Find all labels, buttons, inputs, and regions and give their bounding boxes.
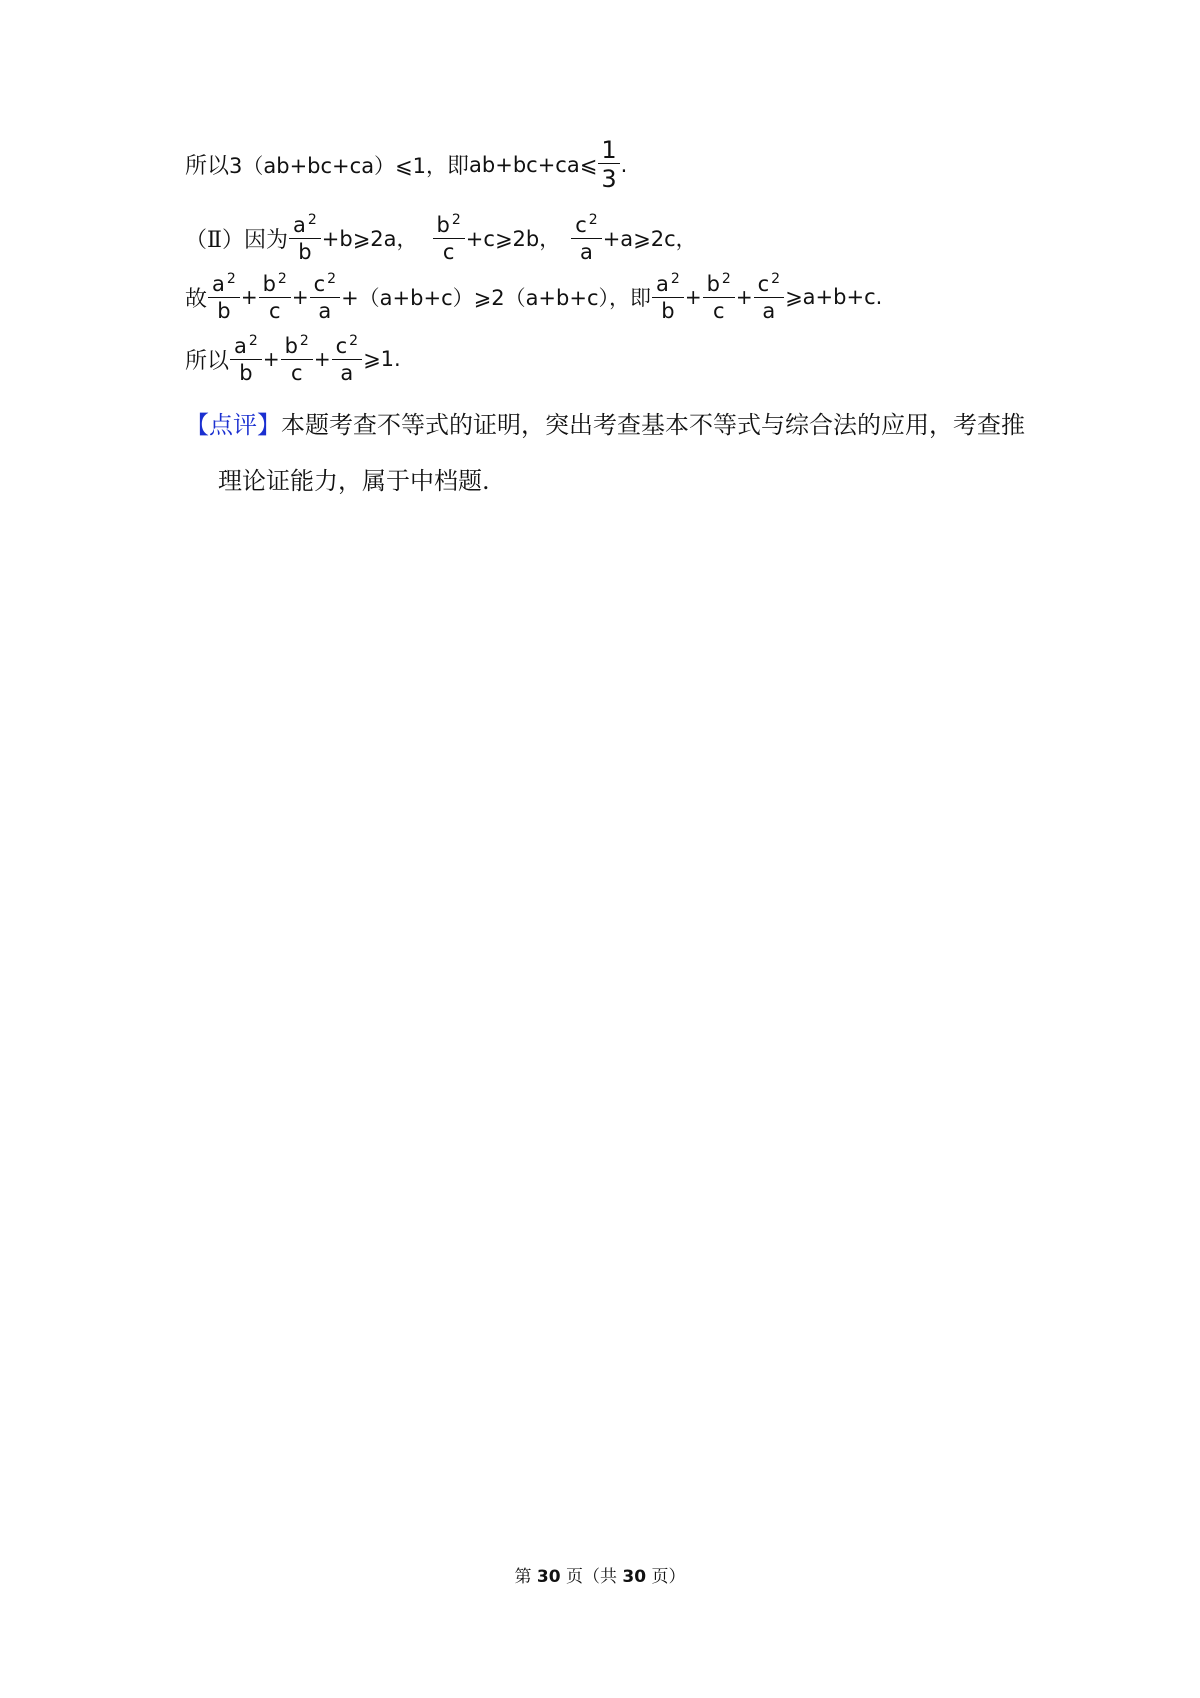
line2-term-3: +a⩾2c， (602, 227, 697, 251)
numerator: c (313, 272, 326, 296)
line4-end: ⩾1. (363, 347, 401, 371)
fraction-a2-over-b (652, 272, 684, 322)
footer-post: 页） (646, 1567, 686, 1587)
comment-label: 【点评】 (185, 411, 281, 439)
exponent: 2 (226, 271, 236, 287)
denominator: a (580, 240, 593, 264)
solution-line-3 (185, 272, 882, 322)
comment-continuation (218, 461, 490, 496)
line2-term-2: +c⩾2b， (465, 227, 561, 251)
denominator: b (661, 299, 675, 323)
exponent: 2 (349, 333, 359, 349)
page-number: 30 (536, 1567, 561, 1587)
fraction-a2-over-b (230, 334, 262, 384)
footer-pre: 第 (514, 1567, 537, 1587)
denominator: c (712, 299, 725, 323)
exponent: 2 (771, 271, 781, 287)
denominator: b (239, 361, 253, 385)
denominator: a (762, 299, 776, 323)
numerator: a (234, 334, 247, 358)
numerator: a (212, 272, 225, 296)
plus-sign: + (684, 285, 702, 309)
numerator: a (656, 272, 669, 296)
exponent: 2 (670, 271, 680, 287)
denominator: c (268, 299, 281, 323)
line1-end: . (620, 152, 628, 177)
comment-text-line-2: 理论证能力，属于中档题. (218, 467, 490, 495)
fraction-denominator: 3 (601, 165, 617, 193)
plus-sign: + (313, 347, 331, 371)
comment-text-line-1: 本题考查不等式的证明，突出考查基本不等式与综合法的应用，考查推 (281, 411, 1025, 439)
numerator: a (292, 213, 306, 237)
fraction-a2-over-b (208, 272, 240, 322)
fraction-numerator: 1 (598, 138, 619, 164)
fraction-c2-over-a (310, 272, 340, 322)
plus-sign: + (291, 285, 309, 309)
denominator: c (442, 240, 455, 264)
denominator: a (340, 361, 354, 385)
fraction-a2-over-b (289, 213, 321, 263)
line2-term-1: +b⩾2a， (321, 227, 418, 251)
numerator: b (706, 272, 720, 296)
fraction-c2-over-a (332, 334, 362, 384)
solution-line-2 (185, 213, 697, 263)
denominator: b (298, 240, 312, 264)
line4-prefix: 所以 (185, 348, 230, 374)
numerator: b (436, 213, 450, 237)
page-footer (0, 1562, 1200, 1587)
denominator: c (290, 361, 303, 385)
fraction-b2-over-c (433, 213, 465, 263)
line3-mid: +（a+b+c）⩾2（a+b+c），即 (341, 286, 652, 310)
line1-prefix: 所以 (185, 154, 230, 179)
exponent: 2 (277, 271, 287, 287)
solution-line-1 (185, 138, 627, 191)
comment-paragraph (185, 405, 1025, 440)
plus-sign: + (240, 285, 258, 309)
numerator: b (284, 334, 298, 358)
line1-expr2: ab+bc+ca⩽ (469, 152, 598, 177)
denominator: a (318, 299, 332, 323)
plus-sign: + (262, 347, 280, 371)
fraction-one-third (598, 138, 619, 191)
numerator: b (262, 272, 276, 296)
fraction-b2-over-c (703, 272, 735, 322)
numerator: c (335, 334, 348, 358)
line1-expr: 3（ab+bc+ca）⩽1， (229, 153, 448, 178)
denominator: b (217, 299, 231, 323)
exponent: 2 (248, 333, 258, 349)
line3-prefix: 故 (185, 286, 208, 312)
exponent: 2 (451, 212, 461, 228)
exponent: 2 (721, 271, 731, 287)
exponent: 2 (327, 271, 337, 287)
exponent: 2 (588, 212, 598, 228)
fraction-b2-over-c (281, 334, 313, 384)
fraction-c2-over-a (571, 213, 601, 263)
fraction-b2-over-c (259, 272, 291, 322)
fraction-c2-over-a (754, 272, 784, 322)
exponent: 2 (307, 212, 317, 228)
footer-mid: 页（共 (560, 1567, 623, 1587)
line3-end: ⩾a+b+c. (785, 285, 883, 309)
line1-mid: 即 (447, 154, 470, 179)
exponent: 2 (299, 333, 309, 349)
plus-sign: + (735, 285, 753, 309)
solution-line-4 (185, 334, 401, 384)
page-total: 30 (622, 1567, 647, 1587)
numerator: c (757, 272, 770, 296)
line2-prefix: （Ⅱ）因为 (185, 227, 288, 253)
numerator: c (575, 213, 587, 237)
